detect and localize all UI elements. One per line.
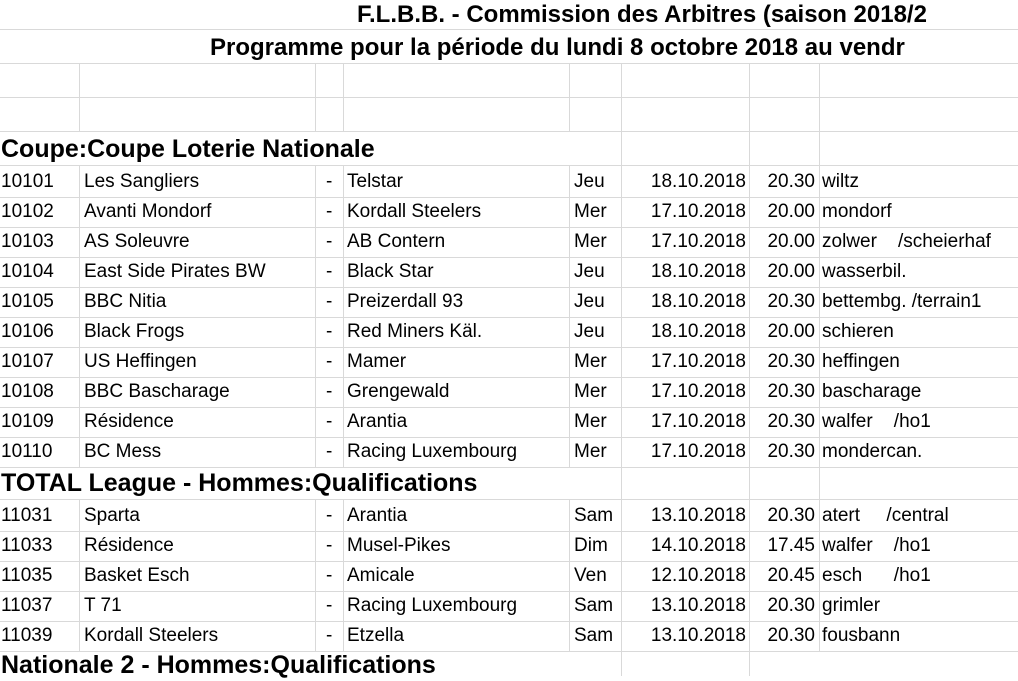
home-team: Sparta (84, 505, 140, 526)
table-row (0, 591, 1018, 621)
match-date: 18.10.2018 (650, 261, 746, 282)
home-team: Résidence (84, 535, 174, 556)
home-team: BBC Bascharage (84, 381, 230, 402)
venue: fousbann (822, 625, 901, 646)
match-code: 10109 (1, 411, 54, 432)
separator-dash: - (326, 321, 333, 342)
venue: wiltz (822, 171, 859, 192)
match-code: 10101 (1, 171, 54, 192)
venue: grimler (822, 595, 881, 616)
match-time: 20.30 (767, 381, 815, 402)
home-team: Kordall Steelers (84, 625, 219, 646)
grid-col-line (621, 63, 622, 131)
match-time: 20.00 (767, 231, 815, 252)
table-row (0, 347, 1018, 377)
match-code: 10108 (1, 381, 54, 402)
match-day: Jeu (574, 171, 605, 192)
match-time: 20.30 (767, 351, 815, 372)
match-day: Sam (574, 505, 614, 526)
table-row (0, 227, 1018, 257)
grid-col-line (79, 63, 80, 131)
grid-row-line (0, 499, 1018, 500)
separator-dash: - (326, 535, 333, 556)
home-team: Résidence (84, 411, 174, 432)
home-team: Basket Esch (84, 565, 190, 586)
away-team: Grengewald (347, 381, 450, 402)
match-time: 20.30 (767, 625, 815, 646)
away-team: Arantia (347, 411, 408, 432)
separator-dash: - (326, 231, 333, 252)
venue: atert /central (822, 505, 949, 526)
home-team: BC Mess (84, 441, 162, 462)
separator-dash: - (326, 381, 333, 402)
home-team: Les Sangliers (84, 171, 200, 192)
separator-dash: - (326, 625, 333, 646)
table-row (0, 167, 1018, 197)
match-date: 17.10.2018 (650, 411, 746, 432)
venue: zolwer /scheierhaf (822, 231, 991, 252)
page-title: F.L.B.B. - Commission des Arbitres (saison 2018/2 (357, 1, 927, 28)
page-subtitle: Programme pour la période du lundi 8 octobre 2018 au vendr (210, 34, 905, 61)
match-time: 20.30 (767, 411, 815, 432)
home-team: East Side Pirates BW (84, 261, 266, 282)
match-code: 10104 (1, 261, 54, 282)
match-date: 13.10.2018 (650, 505, 746, 526)
match-day: Mer (574, 381, 607, 402)
match-code: 11033 (1, 535, 53, 556)
table-row (0, 287, 1018, 317)
match-date: 14.10.2018 (650, 535, 746, 556)
grid-col-line (569, 63, 570, 131)
match-code: 11039 (1, 625, 53, 646)
separator-dash: - (326, 171, 333, 192)
venue: heffingen (822, 351, 900, 372)
venue: walfer /ho1 (822, 535, 931, 556)
match-time: 17.45 (767, 535, 815, 556)
match-day: Jeu (574, 321, 605, 342)
match-time: 20.30 (767, 441, 815, 462)
separator-dash: - (326, 565, 333, 586)
away-team: AB Contern (347, 231, 446, 252)
match-time: 20.30 (767, 505, 815, 526)
match-date: 17.10.2018 (650, 231, 746, 252)
separator-dash: - (326, 351, 333, 372)
match-date: 18.10.2018 (650, 321, 746, 342)
away-team: Musel-Pikes (347, 535, 451, 556)
grid-row-line (0, 97, 1018, 98)
match-code: 10103 (1, 231, 54, 252)
match-date: 18.10.2018 (650, 291, 746, 312)
home-team: AS Soleuvre (84, 231, 190, 252)
table-row (0, 377, 1018, 407)
table-row (0, 561, 1018, 591)
separator-dash: - (326, 411, 333, 432)
venue: mondercan. (822, 441, 923, 462)
match-code: 10106 (1, 321, 54, 342)
match-time: 20.30 (767, 291, 815, 312)
table-row (0, 621, 1018, 651)
away-team: Kordall Steelers (347, 201, 482, 222)
separator-dash: - (326, 441, 333, 462)
match-code: 10102 (1, 201, 54, 222)
away-team: Etzella (347, 625, 405, 646)
venue: bettembg. /terrain1 (822, 291, 982, 312)
match-code: 10107 (1, 351, 54, 372)
match-day: Jeu (574, 261, 605, 282)
venue: mondorf (822, 201, 892, 222)
home-team: T 71 (84, 595, 122, 616)
home-team: BBC Nitia (84, 291, 167, 312)
separator-dash: - (326, 505, 333, 526)
match-day: Dim (574, 535, 608, 556)
match-date: 18.10.2018 (650, 171, 746, 192)
away-team: Telstar (347, 171, 403, 192)
away-team: Red Miners Käl. (347, 321, 483, 342)
table-row (0, 501, 1018, 531)
away-team: Racing Luxembourg (347, 595, 518, 616)
match-time: 20.30 (767, 595, 815, 616)
table-row (0, 531, 1018, 561)
match-code: 11037 (1, 595, 53, 616)
separator-dash: - (326, 261, 333, 282)
match-day: Ven (574, 565, 607, 586)
venue: walfer /ho1 (822, 411, 931, 432)
venue: wasserbil. (822, 261, 907, 282)
away-team: Preizerdall 93 (347, 291, 464, 312)
venue: schieren (822, 321, 894, 342)
away-team: Arantia (347, 505, 408, 526)
table-row (0, 197, 1018, 227)
match-day: Mer (574, 201, 607, 222)
match-code: 11035 (1, 565, 53, 586)
grid-col-line (749, 63, 750, 131)
grid-col-line (315, 63, 316, 131)
match-date: 17.10.2018 (650, 201, 746, 222)
venue: bascharage (822, 381, 922, 402)
match-time: 20.00 (767, 321, 815, 342)
grid-col-line (343, 63, 344, 131)
section-header: Coupe:Coupe Loterie Nationale (1, 135, 375, 163)
match-time: 20.00 (767, 201, 815, 222)
match-day: Mer (574, 411, 607, 432)
match-date: 12.10.2018 (650, 565, 746, 586)
match-time: 20.45 (767, 565, 815, 586)
match-day: Sam (574, 595, 614, 616)
match-day: Sam (574, 625, 614, 646)
separator-dash: - (326, 291, 333, 312)
match-time: 20.30 (767, 171, 815, 192)
match-date: 13.10.2018 (650, 595, 746, 616)
grid-row-line (0, 131, 1018, 132)
match-date: 17.10.2018 (650, 381, 746, 402)
away-team: Mamer (347, 351, 407, 372)
grid-col-line (819, 63, 820, 131)
section-header: TOTAL League - Hommes:Qualifications (1, 469, 478, 497)
separator-dash: - (326, 595, 333, 616)
home-team: US Heffingen (84, 351, 197, 372)
match-code: 10110 (1, 441, 53, 462)
match-code: 11031 (1, 505, 53, 526)
away-team: Black Star (347, 261, 434, 282)
away-team: Racing Luxembourg (347, 441, 518, 462)
separator-dash: - (326, 201, 333, 222)
match-day: Mer (574, 351, 607, 372)
match-code: 10105 (1, 291, 54, 312)
table-row (0, 437, 1018, 467)
table-row (0, 317, 1018, 347)
table-row (0, 257, 1018, 287)
grid-row-line (0, 165, 1018, 166)
table-row (0, 407, 1018, 437)
match-day: Mer (574, 231, 607, 252)
section-header: Nationale 2 - Hommes:Qualifications (1, 651, 436, 679)
match-date: 17.10.2018 (650, 441, 746, 462)
grid-row-line (0, 63, 1018, 64)
away-team: Amicale (347, 565, 415, 586)
home-team: Avanti Mondorf (84, 201, 212, 222)
match-day: Jeu (574, 291, 605, 312)
match-date: 13.10.2018 (650, 625, 746, 646)
match-day: Mer (574, 441, 607, 462)
venue: esch /ho1 (822, 565, 931, 586)
match-date: 17.10.2018 (650, 351, 746, 372)
home-team: Black Frogs (84, 321, 185, 342)
match-time: 20.00 (767, 261, 815, 282)
